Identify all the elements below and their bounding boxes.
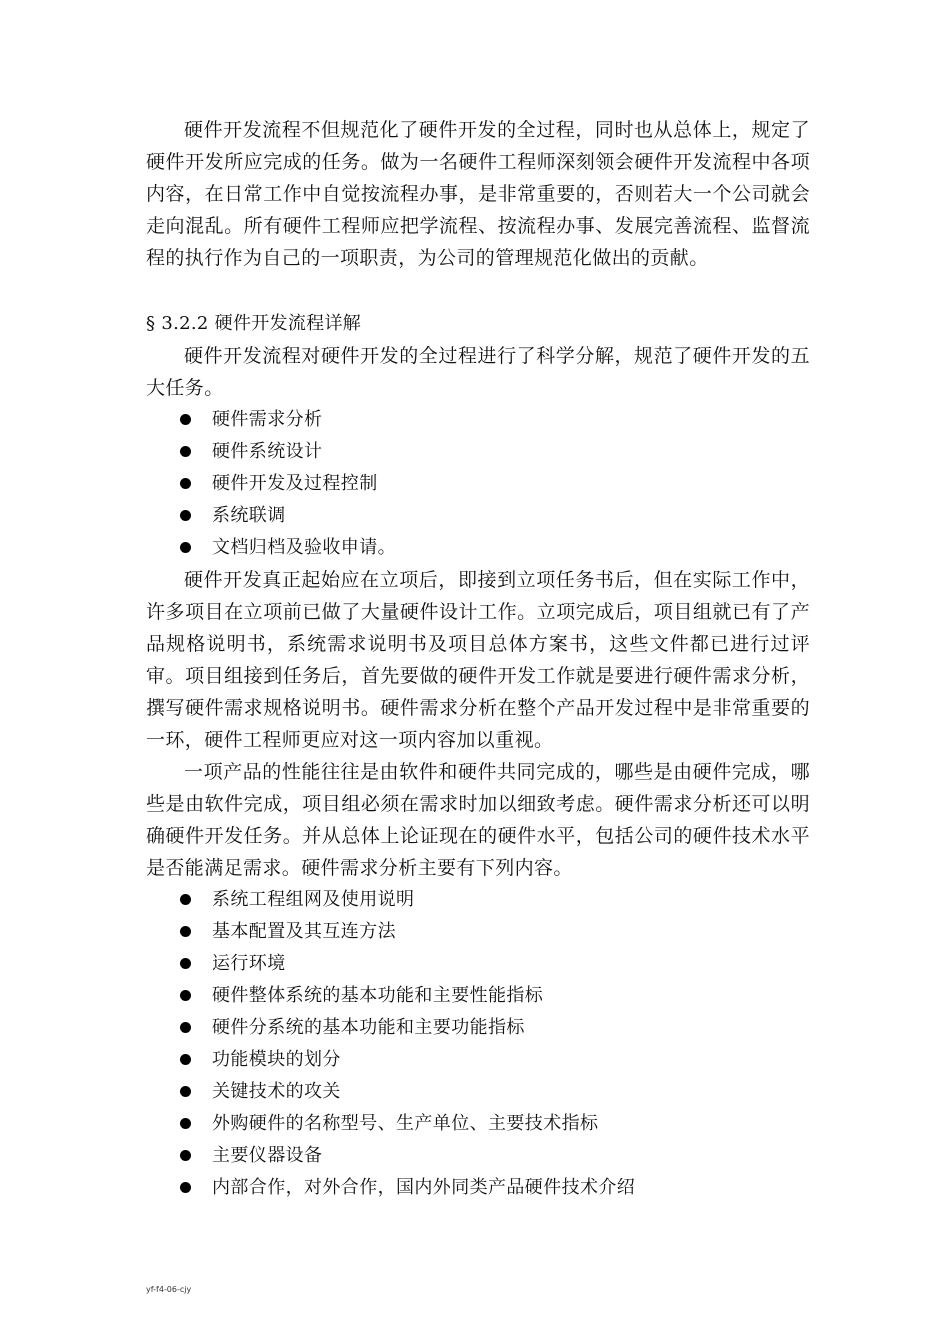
list-item: [146, 980, 810, 1012]
list-item-text: 硬件开发及过程控制: [212, 473, 378, 494]
list-item: [146, 1012, 810, 1044]
list-item: [146, 500, 810, 532]
list-item-text: 基本配置及其互连方法: [212, 921, 396, 942]
bullet-icon: [180, 414, 191, 425]
paragraph-requirements: 一项产品的性能往往是由软件和硬件共同完成的，哪些是由硬件完成，哪些是由软件完成，项目组必须在需求时加以细致考虑。硬件需求分析还可以明确硬件开发任务。并从总体上论证现在的硬件水平，包括公司的硬件技术水平是否能满足需求。硬件需求分析主要有下列内容。: [146, 761, 810, 879]
list-item-text: 硬件分系统的基本功能和主要功能指标: [212, 1017, 525, 1038]
list-item-text: 文档归档及验收申请。: [212, 537, 396, 558]
spacer: [146, 274, 810, 308]
list-item: [146, 468, 810, 500]
bullet-icon: [180, 958, 191, 969]
list-item: [146, 1044, 810, 1076]
list-item-text: 系统工程组网及使用说明: [212, 889, 415, 910]
bullet-icon: [180, 510, 191, 521]
list-item-text: 内部合作，对外合作，国内外同类产品硬件技术介绍: [212, 1177, 636, 1198]
list-item: [146, 436, 810, 468]
list-item-text: 主要仪器设备: [212, 1145, 323, 1166]
list-item: [146, 884, 810, 916]
requirements-list: [146, 884, 810, 1204]
bullet-icon: [180, 1054, 191, 1065]
list-item-text: 硬件系统设计: [212, 441, 323, 462]
bullet-icon: [180, 894, 191, 905]
list-item-text: 系统联调: [212, 505, 286, 526]
list-item-text: 关键技术的攻关: [212, 1081, 341, 1102]
list-item-text: 硬件整体系统的基本功能和主要性能指标: [212, 985, 544, 1006]
list-item-text: 硬件需求分析: [212, 409, 323, 430]
footer-code: yf-f4-06-cjy: [146, 1285, 192, 1294]
bullet-icon: [180, 990, 191, 1001]
list-item-text: 运行环境: [212, 953, 286, 974]
bullet-icon: [180, 1182, 191, 1193]
section-heading: § 3.2.2 硬件开发流程详解: [146, 313, 362, 334]
list-item-text: 外购硬件的名称型号、生产单位、主要技术指标: [212, 1113, 599, 1134]
bullet-icon: [180, 542, 191, 553]
bullet-icon: [180, 1086, 191, 1097]
document-page: [146, 114, 810, 1204]
bullet-icon: [180, 446, 191, 457]
paragraph-intro: 硬件开发流程不但规范化了硬件开发的全过程，同时也从总体上，规定了硬件开发所应完成的任务。做为一名硬件工程师深刻领会硬件开发流程中各项内容，在日常工作中自觉按流程办事，是非常重要的，否则若大一个公司就会走向混乱。所有硬件工程师应把学流程、按流程办事、发展完善流程、监督流程的执行作为自己的一项职责，为公司的管理规范化做出的贡献。: [146, 119, 810, 269]
paragraph-project-start: 硬件开发真正起始应在立项后，即接到立项任务书后，但在实际工作中，许多项目在立项前已做了大量硬件设计工作。立项完成后，项目组就已有了产品规格说明书，系统需求说明书及项目总体方案书，这些文件都已进行过评审。项目组接到任务后，首先要做的硬件开发工作就是要进行硬件需求分析，撰写硬件需求规格说明书。硬件需求分析在整个产品开发过程中是非常重要的一环，硬件工程师更应对这一项内容加以重视。: [146, 569, 810, 751]
bullet-icon: [180, 478, 191, 489]
list-item-text: 功能模块的划分: [212, 1049, 341, 1070]
list-item: [146, 916, 810, 948]
list-item: [146, 1076, 810, 1108]
section-intro: 硬件开发流程对硬件开发的全过程进行了科学分解，规范了硬件开发的五大任务。: [146, 345, 810, 399]
bullet-icon: [180, 926, 191, 937]
list-item: [146, 1172, 810, 1204]
list-item: [146, 404, 810, 436]
bullet-icon: [180, 1118, 191, 1129]
list-item: [146, 532, 810, 564]
list-item: [146, 948, 810, 980]
list-item: [146, 1140, 810, 1172]
bullet-icon: [180, 1022, 191, 1033]
task-list: [146, 404, 810, 564]
bullet-icon: [180, 1150, 191, 1161]
list-item: [146, 1108, 810, 1140]
